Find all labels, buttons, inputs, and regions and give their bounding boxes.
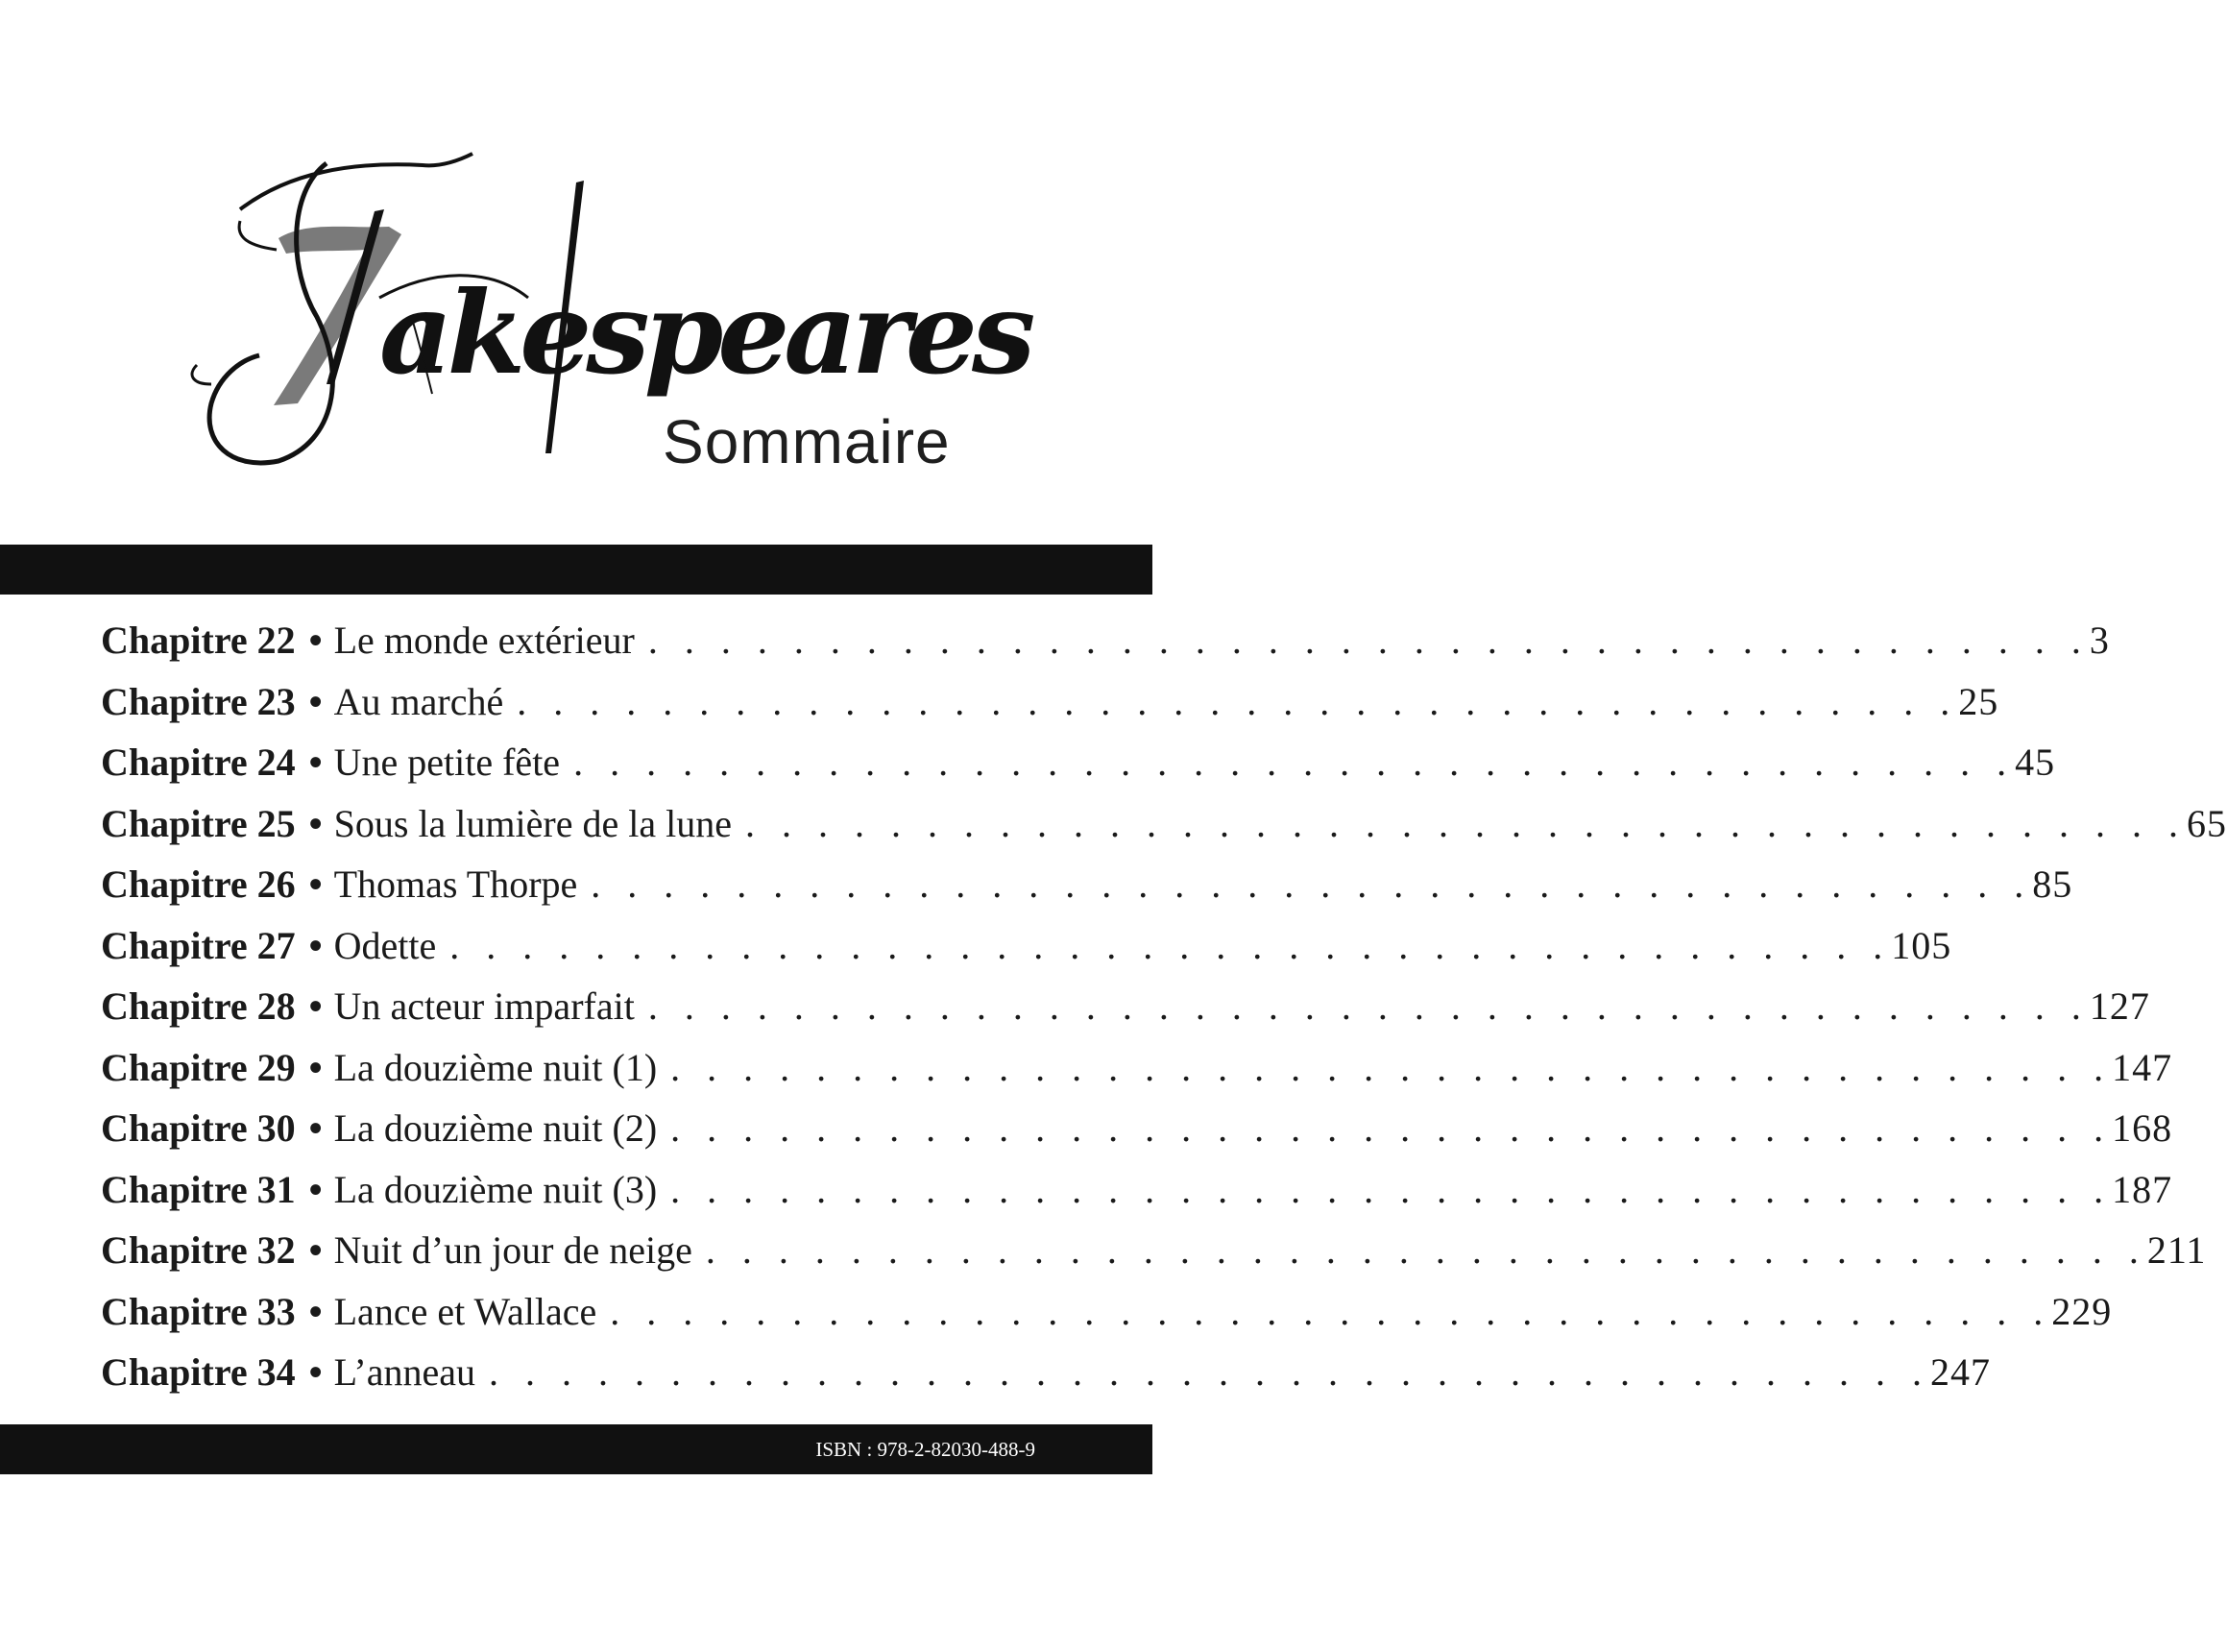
chapter-title: Une petite fête: [333, 741, 561, 784]
page-number: 127: [2089, 984, 2150, 1028]
toc-entry: [101, 854, 2073, 915]
chapter-number: Chapitre 27: [101, 923, 296, 967]
page-number: 187: [2112, 1167, 2173, 1211]
dot-leader: . . . . . . . . . . . . . . . . . . . . . . . . . . . . . . . . . . . . . . . .: [705, 1228, 2147, 1272]
chapter-number: Chapitre 32: [101, 1228, 296, 1272]
chapter-number: Chapitre 23: [101, 679, 296, 723]
chapter-number: Chapitre 26: [101, 862, 296, 906]
toc-entry: [101, 1281, 2113, 1343]
bullet-separator: •: [308, 741, 323, 784]
chapter-title: Lance et Wallace: [333, 1289, 597, 1333]
dot-leader: . . . . . . . . . . . . . . . . . . . . . . . . . . . . . . . . . . . . . . . .: [573, 741, 2016, 784]
isbn-label: ISBN : 978-2-82030-488-9: [815, 1438, 1035, 1461]
dot-leader: . . . . . . . . . . . . . . . . . . . . . . . . . . . . . . . . . . . . . . . .: [670, 1167, 2113, 1211]
toc-entry: [101, 1037, 2173, 1099]
bullet-separator: •: [308, 1228, 323, 1272]
toc-entry: [101, 915, 1952, 977]
table-of-contents: [101, 610, 2227, 1403]
dot-leader: . . . . . . . . . . . . . . . . . . . . . . . . . . . . . . . . . . . . . . . .: [517, 679, 1959, 723]
toc-entry: [101, 1098, 2173, 1159]
chapter-number: Chapitre 29: [101, 1045, 296, 1089]
bullet-separator: •: [308, 1289, 323, 1333]
chapter-number: Chapitre 30: [101, 1106, 296, 1150]
page-number: 229: [2051, 1289, 2113, 1333]
chapter-title: Au marché: [333, 679, 504, 723]
page-number: 85: [2032, 862, 2073, 906]
page-number: 105: [1891, 923, 1952, 967]
page-number: 25: [1958, 679, 1999, 723]
dot-leader: . . . . . . . . . . . . . . . . . . . . . . . . . . . . . . . . . . . . . . . .: [449, 923, 1892, 967]
toc-entry: [101, 671, 1999, 733]
toc-entry: [101, 732, 2056, 793]
dot-leader: . . . . . . . . . . . . . . . . . . . . . . . . . . . . . . . . . . . . . . . .: [744, 801, 2187, 845]
page-number: 65: [2186, 801, 2227, 845]
chapter-title: La douzième nuit (2): [333, 1106, 658, 1150]
dot-leader: . . . . . . . . . . . . . . . . . . . . . . . . . . . . . . . . . . . . . . . .: [647, 984, 2090, 1028]
toc-entry: [101, 1220, 2207, 1281]
bullet-separator: •: [308, 619, 323, 662]
bullet-separator: •: [308, 923, 323, 967]
toc-entry: [101, 1342, 1991, 1403]
bullet-separator: •: [308, 679, 323, 723]
bullet-separator: •: [308, 801, 323, 845]
bullet-separator: •: [308, 1167, 323, 1211]
toc-entry: [101, 1159, 2173, 1221]
bullet-separator: •: [308, 1045, 323, 1089]
chapter-number: Chapitre 33: [101, 1289, 296, 1333]
bullet-separator: •: [308, 984, 323, 1028]
chapter-title: Odette: [333, 923, 437, 967]
bullet-separator: •: [308, 1106, 323, 1150]
dot-leader: . . . . . . . . . . . . . . . . . . . . . . . . . . . . . . . . . . . . . . . .: [670, 1045, 2113, 1089]
logo-wordmark: akespeares: [379, 266, 1030, 400]
chapter-title: Sous la lumière de la lune: [333, 801, 732, 845]
dot-leader: . . . . . . . . . . . . . . . . . . . . . . . . . . . . . . . . . . . . . . . .: [488, 1350, 1930, 1394]
top-divider-band: [0, 545, 1152, 595]
chapter-number: Chapitre 25: [101, 801, 296, 845]
bottom-divider-band: [0, 1424, 1152, 1474]
dot-leader: . . . . . . . . . . . . . . . . . . . . . . . . . . . . . . . . . . . . . . . .: [591, 862, 2033, 906]
toc-entry: [101, 793, 2227, 855]
chapter-title: La douzième nuit (3): [333, 1167, 658, 1211]
chapter-number: Chapitre 34: [101, 1350, 296, 1394]
page-number: 45: [2015, 741, 2056, 784]
page-title: Sommaire: [663, 407, 951, 476]
toc-entry: [101, 610, 2110, 671]
page-number: 247: [1929, 1350, 1991, 1394]
page-number: 3: [2089, 619, 2110, 662]
chapter-title: Un acteur imparfait: [333, 984, 635, 1028]
chapter-title: Thomas Thorpe: [333, 862, 578, 906]
bullet-separator: •: [308, 1350, 323, 1394]
dot-leader: . . . . . . . . . . . . . . . . . . . . . . . . . . . . . . . . . . . . . . . .: [647, 619, 2090, 662]
dot-leader: . . . . . . . . . . . . . . . . . . . . . . . . . . . . . . . . . . . . . . . .: [670, 1106, 2113, 1150]
chapter-number: Chapitre 28: [101, 984, 296, 1028]
dot-leader: . . . . . . . . . . . . . . . . . . . . . . . . . . . . . . . . . . . . . . . .: [610, 1289, 2052, 1333]
page-number: 147: [2112, 1045, 2173, 1089]
chapter-number: Chapitre 24: [101, 741, 296, 784]
page-number: 211: [2146, 1228, 2207, 1272]
page-number: 168: [2112, 1106, 2173, 1150]
chapter-title: Nuit d’un jour de neige: [333, 1228, 692, 1272]
chapter-title: L’anneau: [333, 1350, 475, 1394]
toc-entry: [101, 976, 2150, 1037]
bullet-separator: •: [308, 862, 323, 906]
chapter-number: Chapitre 31: [101, 1167, 296, 1211]
chapter-title: Le monde extérieur: [333, 619, 635, 662]
chapter-title: La douzième nuit (1): [333, 1045, 658, 1089]
chapter-number: Chapitre 22: [101, 619, 296, 662]
